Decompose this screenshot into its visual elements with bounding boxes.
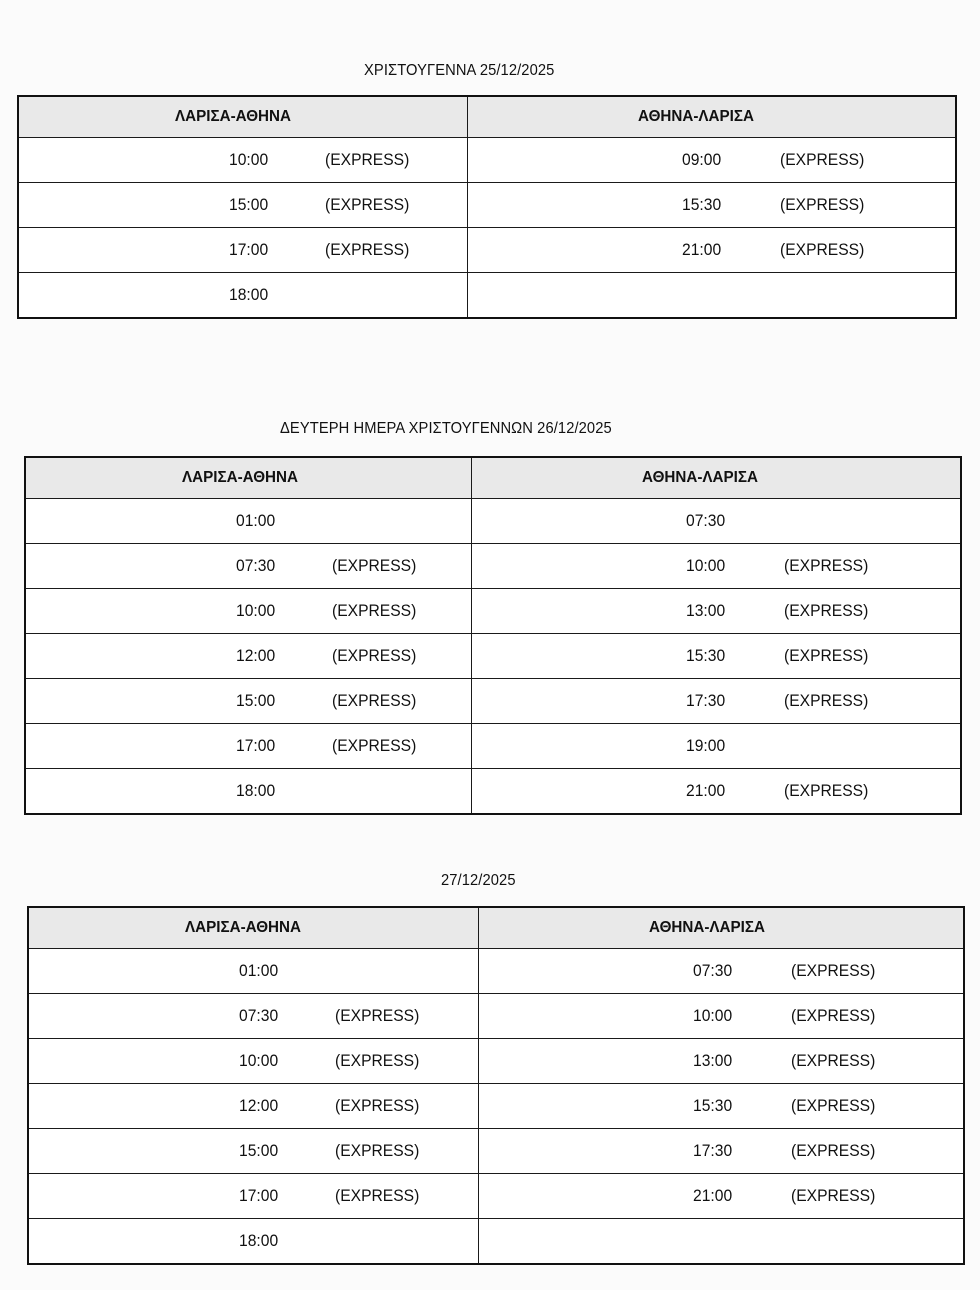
service-type: (EXPRESS): [779, 195, 864, 214]
departure-cell-athina-larisa: [478, 1219, 964, 1265]
service-type: (EXPRESS): [783, 601, 868, 620]
departure-time: 10:00: [229, 150, 269, 169]
departure-time: 15:00: [236, 691, 276, 710]
departure-time: 17:30: [692, 1141, 732, 1160]
schedule-table-26-12: [24, 456, 962, 815]
service-type: (EXPRESS): [332, 646, 417, 665]
column-header-label: ΛΑΡΙΣΑ-ΑΘΗΝΑ: [182, 469, 298, 486]
departure-cell-athina-larisa: [471, 544, 961, 589]
service-type: (EXPRESS): [790, 1186, 875, 1205]
departure-cell-larisa-athina: [25, 679, 471, 724]
departure-cell-larisa-athina: [28, 1084, 478, 1129]
departure-time: 15:00: [229, 195, 269, 214]
column-header-label: ΑΘΗΝΑ-ΛΑΡΙΣΑ: [648, 919, 765, 936]
service-type: (EXPRESS): [335, 1096, 420, 1115]
column-header-label: ΛΑΡΙΣΑ-ΑΘΗΝΑ: [175, 108, 291, 125]
table-row: [25, 724, 961, 769]
service-type: (EXPRESS): [332, 601, 417, 620]
departure-time: 15:30: [681, 195, 721, 214]
departure-cell-larisa-athina: [18, 183, 467, 228]
table-row: [25, 634, 961, 679]
column-header-larisa-athina: [18, 96, 467, 138]
column-header-larisa-athina: [25, 457, 471, 499]
departure-time: 07:30: [685, 511, 725, 530]
departure-cell-athina-larisa: [471, 724, 961, 769]
section-title-25-12: ΧΡΙΣΤΟΥΓΕΝΝΑ 25/12/2025: [364, 62, 555, 79]
service-type: (EXPRESS): [790, 1006, 875, 1025]
column-header-athina-larisa: [478, 907, 964, 949]
departure-time: 17:00: [229, 240, 269, 259]
departure-cell-athina-larisa: [478, 949, 964, 994]
departure-cell-larisa-athina: [28, 949, 478, 994]
service-type: (EXPRESS): [790, 1096, 875, 1115]
column-header-label: ΑΘΗΝΑ-ΛΑΡΙΣΑ: [637, 108, 754, 125]
departure-time: 21:00: [681, 240, 721, 259]
section-title-27-12: 27/12/2025: [441, 872, 516, 889]
departure-time: 17:30: [685, 691, 725, 710]
schedule-table-25-12: [17, 95, 957, 319]
departure-cell-athina-larisa: [467, 183, 956, 228]
departure-time: 18:00: [239, 1231, 279, 1250]
departure-cell-larisa-athina: [18, 228, 467, 273]
departure-time: 21:00: [685, 781, 725, 800]
service-type: (EXPRESS): [325, 150, 410, 169]
table-row: [28, 1039, 964, 1084]
departure-cell-athina-larisa: [467, 273, 956, 319]
departure-time: 18:00: [229, 285, 269, 304]
departure-cell-athina-larisa: [478, 1039, 964, 1084]
service-type: (EXPRESS): [790, 961, 875, 980]
departure-cell-larisa-athina: [28, 1039, 478, 1084]
departure-time: 10:00: [239, 1051, 279, 1070]
table-row: [25, 769, 961, 815]
departure-cell-larisa-athina: [28, 1219, 478, 1265]
departure-time: 18:00: [236, 781, 276, 800]
table-row: [28, 1174, 964, 1219]
departure-cell-athina-larisa: [478, 994, 964, 1039]
departure-cell-larisa-athina: [28, 1174, 478, 1219]
departure-time: 15:30: [692, 1096, 732, 1115]
departure-time: 13:00: [685, 601, 725, 620]
departure-cell-larisa-athina: [18, 273, 467, 319]
table-header-row: [25, 457, 961, 499]
departure-time: 15:30: [685, 646, 725, 665]
column-header-label: ΑΘΗΝΑ-ΛΑΡΙΣΑ: [641, 469, 758, 486]
table-row: [25, 544, 961, 589]
departure-time: 10:00: [685, 556, 725, 575]
service-type: (EXPRESS): [335, 1186, 420, 1205]
departure-time: 10:00: [692, 1006, 732, 1025]
departure-time: 07:30: [239, 1006, 279, 1025]
service-type: (EXPRESS): [332, 556, 417, 575]
departure-time: 17:00: [236, 736, 276, 755]
service-type: (EXPRESS): [783, 556, 868, 575]
table-row: [28, 994, 964, 1039]
departure-time: 17:00: [239, 1186, 279, 1205]
service-type: (EXPRESS): [325, 240, 410, 259]
departure-cell-athina-larisa: [478, 1084, 964, 1129]
table-header-row: [18, 96, 956, 138]
table-row: [18, 183, 956, 228]
column-header-athina-larisa: [467, 96, 956, 138]
departure-time: 19:00: [685, 736, 725, 755]
departure-cell-larisa-athina: [25, 544, 471, 589]
departure-time: 09:00: [681, 150, 721, 169]
table-row: [25, 679, 961, 724]
service-type: (EXPRESS): [332, 736, 417, 755]
departure-time: 13:00: [692, 1051, 732, 1070]
table-row: [28, 1084, 964, 1129]
departure-time: 15:00: [239, 1141, 279, 1160]
departure-cell-larisa-athina: [28, 1129, 478, 1174]
table-row: [28, 949, 964, 994]
service-type: (EXPRESS): [790, 1051, 875, 1070]
departure-cell-athina-larisa: [478, 1174, 964, 1219]
section-title-26-12: ΔΕΥΤΕΡΗ ΗΜΕΡΑ ΧΡΙΣΤΟΥΓΕΝΝΩΝ 26/12/2025: [280, 420, 612, 437]
column-header-athina-larisa: [471, 457, 961, 499]
departure-time: 12:00: [236, 646, 276, 665]
departure-cell-larisa-athina: [25, 634, 471, 679]
departure-time: 01:00: [236, 511, 276, 530]
service-type: (EXPRESS): [783, 646, 868, 665]
schedule-table-27-12: [27, 906, 965, 1265]
departure-time: 21:00: [692, 1186, 732, 1205]
table-row: [25, 499, 961, 544]
table-row: [28, 1129, 964, 1174]
departure-cell-larisa-athina: [25, 589, 471, 634]
departure-time: 07:30: [692, 961, 732, 980]
service-type: (EXPRESS): [783, 691, 868, 710]
table-row: [25, 589, 961, 634]
departure-cell-athina-larisa: [471, 499, 961, 544]
table-header-row: [28, 907, 964, 949]
departure-cell-larisa-athina: [28, 994, 478, 1039]
departure-time: 10:00: [236, 601, 276, 620]
table-row: [18, 228, 956, 273]
departure-cell-larisa-athina: [25, 724, 471, 769]
service-type: (EXPRESS): [335, 1051, 420, 1070]
departure-cell-athina-larisa: [478, 1129, 964, 1174]
service-type: (EXPRESS): [335, 1141, 420, 1160]
service-type: (EXPRESS): [335, 1006, 420, 1025]
column-header-label: ΛΑΡΙΣΑ-ΑΘΗΝΑ: [185, 919, 301, 936]
departure-cell-athina-larisa: [467, 138, 956, 183]
departure-time: 07:30: [236, 556, 276, 575]
departure-cell-larisa-athina: [25, 499, 471, 544]
service-type: (EXPRESS): [325, 195, 410, 214]
departure-cell-athina-larisa: [471, 589, 961, 634]
table-row: [28, 1219, 964, 1265]
departure-cell-athina-larisa: [471, 769, 961, 815]
departure-time: 01:00: [239, 961, 279, 980]
table-row: [18, 273, 956, 319]
departure-cell-athina-larisa: [471, 634, 961, 679]
service-type: (EXPRESS): [332, 691, 417, 710]
departure-time: 12:00: [239, 1096, 279, 1115]
service-type: (EXPRESS): [779, 150, 864, 169]
table-row: [18, 138, 956, 183]
departure-cell-larisa-athina: [25, 769, 471, 815]
departure-cell-larisa-athina: [18, 138, 467, 183]
service-type: (EXPRESS): [790, 1141, 875, 1160]
service-type: (EXPRESS): [783, 781, 868, 800]
departure-cell-athina-larisa: [467, 228, 956, 273]
departure-cell-athina-larisa: [471, 679, 961, 724]
column-header-larisa-athina: [28, 907, 478, 949]
service-type: (EXPRESS): [779, 240, 864, 259]
